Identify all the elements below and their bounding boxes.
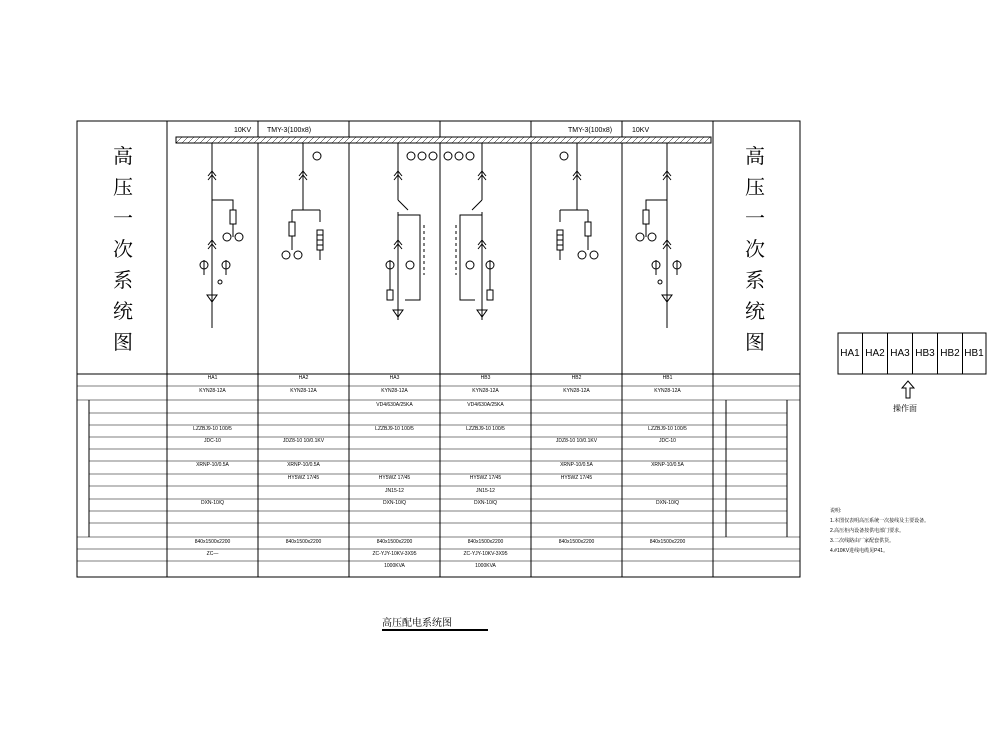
cell-id: HB2 [571, 375, 582, 381]
cell-size: 840x1500x2200 [467, 539, 504, 545]
cell-model: KYN28-12A [199, 388, 226, 394]
note-item: 4.#10KV进线电缆见P41。 [830, 548, 889, 554]
cell-ct: LZZBJ9-10 100/5 [375, 426, 414, 432]
cell-indicator: DXN-10/Q [200, 500, 225, 506]
cell-pt: JDZ8-10 10/0.1KV [282, 438, 325, 444]
cell-switch: JN15-12 [385, 488, 404, 494]
cell-ct: LZZBJ9-10 100/5 [193, 426, 232, 432]
cell-fuse: XRNP-10/0.5A [560, 462, 593, 468]
side-title-left: 高 压 一 次 系 统 图 [113, 144, 133, 354]
cell-fuse: XRNP-10/0.5A [287, 462, 320, 468]
cell-size: 840x1500x2200 [285, 539, 322, 545]
cell-arrester: HY5WZ 17/45 [560, 475, 593, 481]
panel-cell: HA2 [863, 333, 888, 374]
cell-ct: LZZBJ9-10 100/5 [466, 426, 505, 432]
note-item: 1.本图仅表明高压系统一次接线及主要设备。 [830, 518, 930, 524]
drawing-title: 高压配电系统图 [382, 618, 452, 629]
cell-id: HA1 [207, 375, 218, 381]
feeder-ha3 [386, 143, 437, 320]
cell-model: KYN28-12A [654, 388, 681, 394]
cell-id: HB3 [480, 375, 491, 381]
side-title-right: 高 压 一 次 系 统 图 [745, 144, 765, 354]
cell-indicator: DXN-10/Q [382, 500, 407, 506]
cell-fuse: XRNP-10/0.5A [651, 462, 684, 468]
cell-cap: 1000KVA [384, 563, 405, 569]
cell-cap: 1000KVA [475, 563, 496, 569]
notes-title: 说明: [830, 508, 842, 514]
cell-model: KYN28-12A [563, 388, 590, 394]
bus-voltage-left: 10KV [234, 127, 252, 134]
cell-cable: ZC— [206, 551, 219, 557]
bus-voltage-right: 10KV [632, 127, 650, 134]
cell-cable: ZC-YJY-10KV-3X95 [372, 551, 417, 557]
cell-model: KYN28-12A [381, 388, 408, 394]
panel-cell: HB1 [964, 348, 984, 359]
cell-fuse: XRNP-10/0.5A [196, 462, 229, 468]
cell-id: HA3 [389, 375, 400, 381]
cell-size: 840x1500x2200 [194, 539, 231, 545]
notes [830, 509, 929, 559]
cell-switch: JN15-12 [476, 488, 495, 494]
cell-pt: JDC-10 [659, 438, 676, 444]
panel-cell: HA3 [888, 333, 913, 374]
note-item: 3.二次线路由厂家配套供货。 [830, 538, 895, 544]
cell-pt: JDC-10 [204, 438, 221, 444]
feeder-hb2 [557, 143, 598, 260]
cell-arrester: HY5WZ 17/45 [469, 475, 502, 481]
cell-pt: JDZ8-10 10/0.1KV [555, 438, 598, 444]
cell-size: 840x1500x2200 [649, 539, 686, 545]
cell-id: HB1 [662, 375, 673, 381]
feeder-hb3 [444, 143, 494, 320]
busbar-label-right: TMY-3(100x8) [568, 127, 613, 134]
cell-indicator: DXN-10/Q [655, 500, 680, 506]
feeder-ha1 [200, 143, 243, 328]
cell-size: 840x1500x2200 [558, 539, 595, 545]
cell-arrester: HY5WZ 17/45 [378, 475, 411, 481]
panel-cell: HB2 [938, 333, 963, 374]
panel-cell: HB3 [913, 333, 938, 374]
cell-model: KYN28-12A [472, 388, 499, 394]
arrow-up-icon [902, 381, 914, 398]
note-item: 2.高压柜内设备按供电部门要求。 [830, 528, 905, 534]
panel-cell: HA1 [838, 333, 863, 374]
cell-indicator: DXN-10/Q [473, 500, 498, 506]
feeder-hb1 [636, 143, 681, 328]
busbar-label-left: TMY-3(100x8) [267, 127, 312, 134]
cell-model: KYN28-12A [290, 388, 317, 394]
cell-size: 840x1500x2200 [376, 539, 413, 545]
title-underline [382, 629, 488, 631]
cell-breaker: VD4/630A/25KA [467, 402, 504, 408]
cell-breaker: VD4/630A/25KA [376, 402, 413, 408]
drawing-frame [77, 121, 800, 577]
panel-caption: 操作面 [893, 404, 917, 413]
cell-ct: LZZBJ9-10 100/5 [648, 426, 687, 432]
feeder-ha2 [282, 143, 323, 260]
cell-cable: ZC-YJY-10KV-3X95 [463, 551, 508, 557]
cell-id: HA2 [298, 375, 309, 381]
cell-arrester: HY5WZ 17/45 [287, 475, 320, 481]
